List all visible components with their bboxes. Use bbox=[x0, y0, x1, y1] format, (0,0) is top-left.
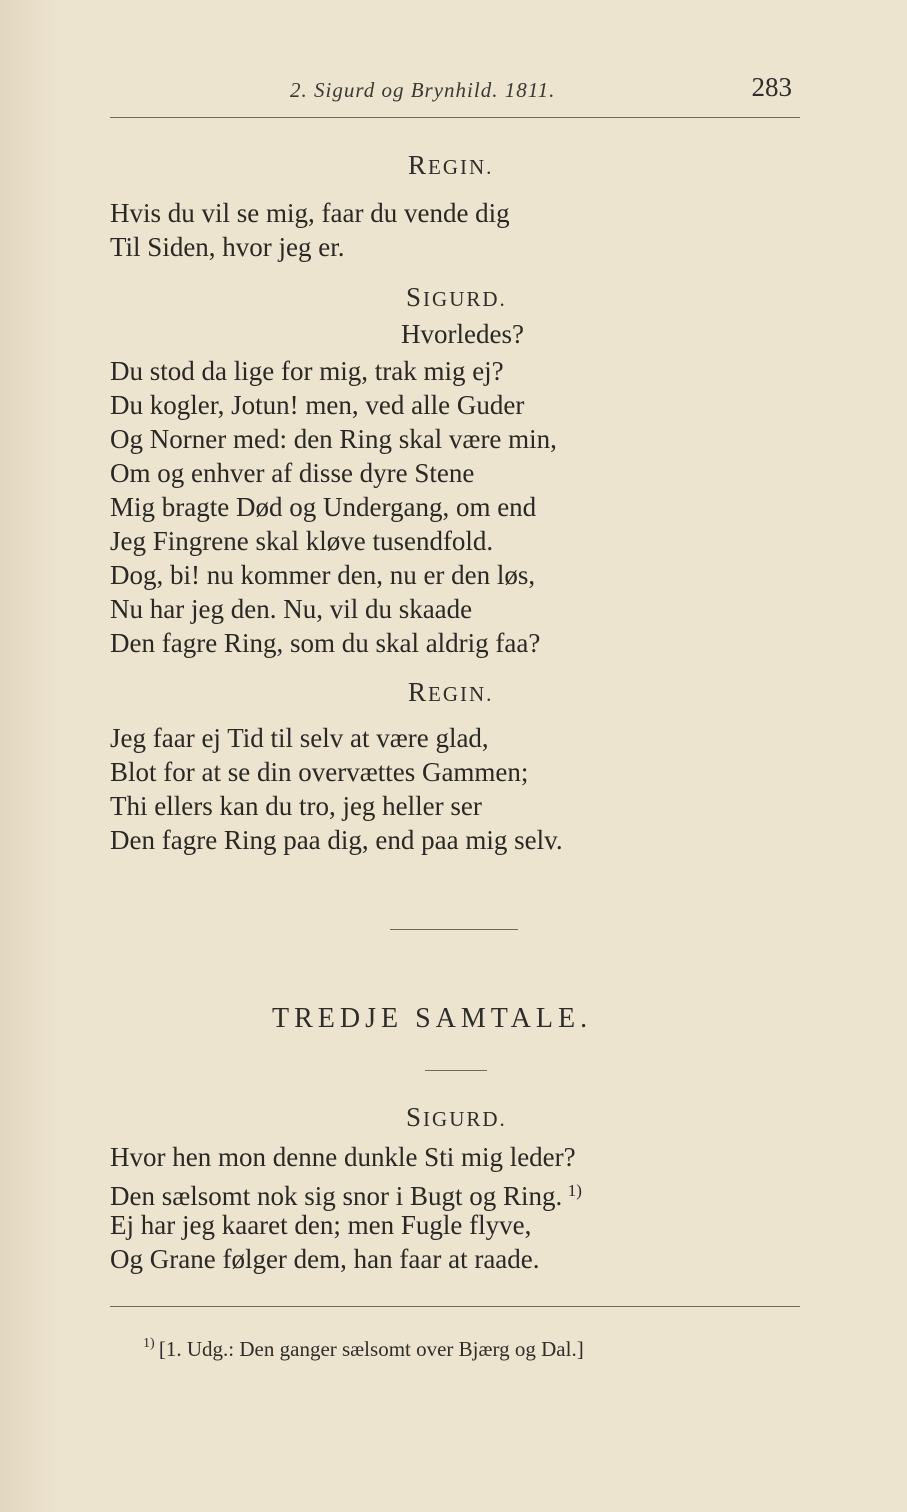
verse-block bbox=[110, 1140, 582, 1276]
verse-line: Dog, bi! nu kommer den, nu er den løs, bbox=[110, 560, 536, 590]
verse-line: Jeg Fingrene skal kløve tusendfold. bbox=[110, 526, 494, 556]
verse-line: Nu har jeg den. Nu, vil du skaade bbox=[110, 594, 473, 624]
speaker-initial: R bbox=[408, 677, 429, 707]
verse-line: Den fagre Ring, som du skal aldrig faa? bbox=[110, 628, 541, 658]
footnote-text: [1. Udg.: Den ganger sælsomt over Bjærg og Dal.] bbox=[158, 1337, 584, 1361]
verse-line: Ej har jeg kaaret den; men Fugle flyve, bbox=[110, 1210, 532, 1240]
speaker-heading bbox=[406, 1102, 507, 1133]
section-title-underline bbox=[425, 1070, 487, 1071]
running-head bbox=[110, 72, 800, 112]
verse-line: Mig bragte Død og Undergang, om end bbox=[110, 492, 537, 522]
verse-line: Du kogler, Jotun! men, ved alle Guder bbox=[110, 390, 525, 420]
footnote-rule bbox=[110, 1306, 800, 1307]
speaker-heading bbox=[408, 677, 493, 708]
verse-line: Blot for at se din overvættes Gammen; bbox=[110, 757, 529, 787]
verse-line: Og Grane følger dem, han faar at raade. bbox=[110, 1244, 540, 1274]
verse-line: Hvor hen mon denne dunkle Sti mig leder? bbox=[110, 1142, 576, 1172]
verse-line: Du stod da lige for mig, trak mig ej? bbox=[110, 356, 504, 386]
speaker-rest: IGURD. bbox=[423, 1107, 507, 1131]
speaker-heading bbox=[408, 150, 493, 181]
verse-block bbox=[110, 196, 510, 264]
indented-verse-line: Hvorledes? bbox=[401, 319, 524, 349]
page-number: 283 bbox=[751, 72, 792, 102]
speaker-initial: S bbox=[406, 1102, 424, 1132]
speaker-rest: IGURD. bbox=[423, 287, 507, 311]
speaker-initial: S bbox=[406, 282, 424, 312]
verse-line: Om og enhver af disse dyre Stene bbox=[110, 458, 475, 488]
section-title: TREDJE SAMTALE. bbox=[272, 1003, 593, 1034]
speaker-rest: EGIN. bbox=[428, 682, 494, 706]
verse-line-with-footnote bbox=[110, 1174, 582, 1211]
verse-line: Hvis du vil se mig, faar du vende dig bbox=[110, 198, 510, 228]
verse-line: Og Norner med: den Ring skal være min, bbox=[110, 424, 557, 454]
verse-line: Den fagre Ring paa dig, end paa mig selv. bbox=[110, 825, 563, 855]
speaker-rest: EGIN. bbox=[428, 155, 494, 179]
verse-line: Den sælsomt nok sig snor i Bugt og Ring. bbox=[110, 1181, 563, 1211]
footnote-reference: 1) bbox=[567, 1181, 582, 1200]
footnote bbox=[143, 1336, 584, 1362]
verse-line: Thi ellers kan du tro, jeg heller ser bbox=[110, 791, 482, 821]
speaker-heading bbox=[406, 282, 507, 313]
speaker-initial: R bbox=[408, 150, 429, 180]
footnote-marker: 1) bbox=[143, 1336, 155, 1351]
section-separator-rule bbox=[390, 929, 518, 930]
verse-block bbox=[110, 721, 563, 857]
verse-line: Til Siden, hvor jeg er. bbox=[110, 232, 345, 262]
verse-line: Jeg faar ej Tid til selv at være glad, bbox=[110, 723, 489, 753]
verse-block bbox=[110, 354, 557, 660]
running-title: 2. Sigurd og Brynhild. 1811. bbox=[290, 78, 556, 102]
header-rule bbox=[110, 117, 800, 118]
